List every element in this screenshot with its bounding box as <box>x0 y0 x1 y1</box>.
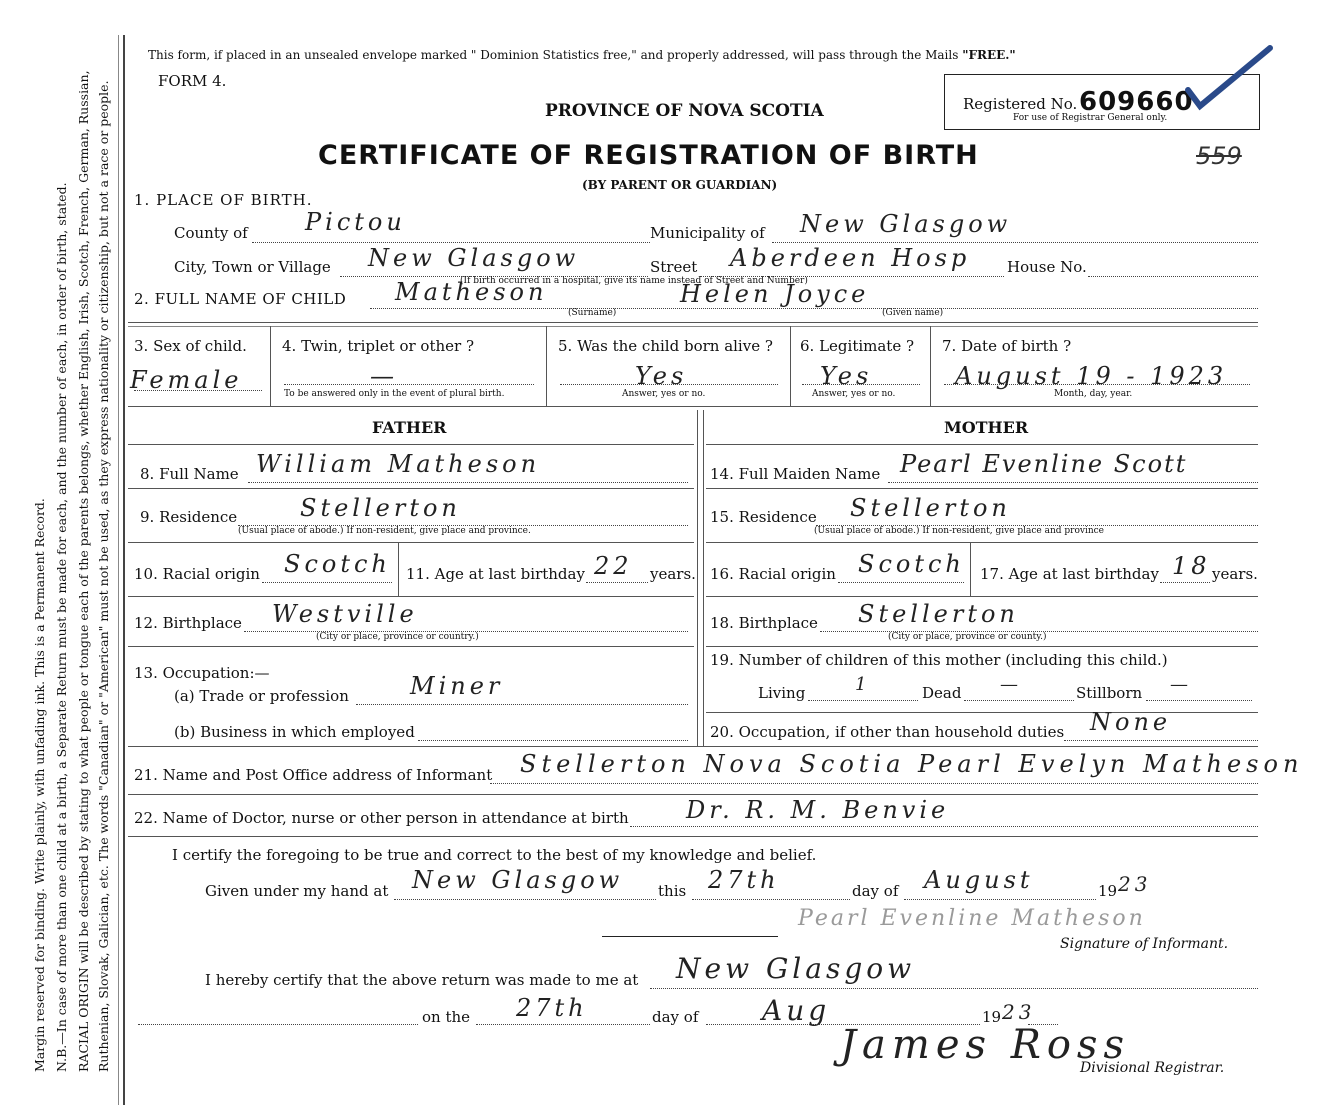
mother-race-value[interactable]: Scotch <box>858 550 965 578</box>
informant-value[interactable]: Stellerton Nova Scotia Pearl Evelyn Matheson <box>520 750 1304 778</box>
city-value[interactable]: New Glasgow <box>368 244 580 272</box>
mother-age-value[interactable]: 18 <box>1172 552 1211 580</box>
mother-name-value[interactable]: Pearl Evenline Scott <box>900 450 1188 478</box>
twin-caption: To be answered only in the event of plural birth. <box>284 389 505 399</box>
father-heading: FATHER <box>372 418 447 437</box>
binding-margin-line <box>118 35 119 1105</box>
living-label: Living <box>758 684 806 702</box>
year-value[interactable]: 23 <box>1118 872 1152 896</box>
on-the-label: on the <box>422 1008 471 1026</box>
father-business-label: (b) Business in which employed <box>174 723 415 741</box>
registrar-place-value[interactable]: New Glasgow <box>676 952 916 985</box>
province-heading: PROVINCE OF NOVA SCOTIA <box>545 101 824 121</box>
father-birthplace-label: 12. Birthplace <box>134 614 242 632</box>
given-place-value[interactable]: New Glasgow <box>412 866 624 894</box>
father-age-label: 11. Age at last birthday <box>406 565 585 583</box>
stillborn-label: Stillborn <box>1076 684 1143 702</box>
legit-value[interactable]: Yes <box>820 362 873 390</box>
signature-caption: Signature of Informant. <box>1060 936 1229 952</box>
struck-mark: 559 <box>1196 142 1242 170</box>
certificate-subtitle: (BY PARENT OR GUARDIAN) <box>582 178 778 192</box>
dob-value[interactable]: August 19 - 1923 <box>955 362 1228 390</box>
father-occupation-label: 13. Occupation:— <box>134 664 270 682</box>
child-surname-value[interactable]: Matheson <box>395 278 548 306</box>
sex-label: 3. Sex of child. <box>134 337 247 355</box>
registrar-year-value[interactable]: 23 <box>1002 1000 1036 1024</box>
mother-birthplace-label: 18. Birthplace <box>710 614 818 632</box>
mother-residence-label: 15. Residence <box>710 508 817 526</box>
alive-label: 5. Was the child born alive ? <box>558 337 773 355</box>
registrar-caption: Divisional Registrar. <box>1080 1060 1225 1076</box>
dead-label: Dead <box>922 684 962 702</box>
father-residence-value[interactable]: Stellerton <box>300 494 461 522</box>
mother-occupation-value[interactable]: None <box>1090 708 1172 736</box>
dob-label: 7. Date of birth ? <box>942 337 1072 355</box>
father-birthplace-value[interactable]: Westville <box>272 600 418 628</box>
stillborn-value[interactable]: — <box>1170 674 1192 695</box>
dob-caption: Month, day, year. <box>1054 389 1133 399</box>
father-race-label: 10. Racial origin <box>134 565 260 583</box>
child-given-value[interactable]: Helen Joyce <box>680 280 870 308</box>
father-birthplace-caption: (City or place, province or country.) <box>316 632 479 642</box>
margin-note-4: Ruthenian, Slovak, Galician, etc. The words "Canadian" or "American" must not be used, as they express nationality or citizenship, but not a race or people. <box>96 80 111 1072</box>
city-label: City, Town or Village <box>174 258 331 276</box>
registered-number: 609660 <box>1079 87 1194 117</box>
street-value[interactable]: Aberdeen Hosp <box>730 244 971 272</box>
registrar-day-of-label: day of <box>652 1008 699 1026</box>
informant-signature[interactable]: Pearl Evenline Matheson <box>798 906 1146 931</box>
given-caption: (Given name) <box>882 308 944 318</box>
municipality-label: Municipality of <box>650 224 765 242</box>
mother-years: years. <box>1212 565 1258 583</box>
doctor-value[interactable]: Dr. R. M. Benvie <box>686 796 950 824</box>
given-label: Given under my hand at <box>205 882 389 900</box>
registrar-statement: I hereby certify that the above return was made to me at <box>205 971 639 989</box>
this-label: this <box>658 882 687 900</box>
day-value[interactable]: 27th <box>708 866 780 894</box>
mother-residence-caption: (Usual place of abode.) If non-resident, give place and province <box>814 526 1105 536</box>
municipality-value[interactable]: New Glasgow <box>800 210 1012 238</box>
registrar-day-value[interactable]: 27th <box>516 994 588 1022</box>
mother-children-label: 19. Number of children of this mother (including this child.) <box>710 651 1168 669</box>
father-trade-value[interactable]: Miner <box>410 672 504 700</box>
father-residence-label: 9. Residence <box>140 508 238 526</box>
registrar-month-value[interactable]: Aug <box>762 994 831 1027</box>
mother-birthplace-value[interactable]: Stellerton <box>858 600 1019 628</box>
checkmark-icon <box>1180 40 1280 120</box>
alive-caption: Answer, yes or no. <box>622 389 706 399</box>
father-residence-caption: (Usual place of abode.) If non-resident, give place and province. <box>238 526 531 536</box>
street-label: Street <box>650 258 698 276</box>
certificate-title: CERTIFICATE OF REGISTRATION OF BIRTH <box>318 140 979 171</box>
registrar-year-prefix: 19 <box>982 1008 1002 1026</box>
binding-margin-line-inner <box>123 35 125 1105</box>
margin-note-2: N.B.—In case of more than one child at a birth, a Separate Return must be made for each, and the number of each, in order of birth, stated. <box>54 182 69 1072</box>
father-race-value[interactable]: Scotch <box>284 550 391 578</box>
informant-label: 21. Name and Post Office address of Informant <box>134 766 493 784</box>
county-label: County of <box>174 224 248 242</box>
mother-residence-value[interactable]: Stellerton <box>850 494 1011 522</box>
mail-notice: This form, if placed in an unsealed envelope marked " Dominion Statistics free," and properly addressed, will pass through the Mails "FREE." <box>148 48 1016 62</box>
legit-label: 6. Legitimate ? <box>800 337 915 355</box>
registered-label: Registered No. <box>963 95 1078 113</box>
mother-name-label: 14. Full Maiden Name <box>710 465 881 483</box>
father-name-value[interactable]: William Matheson <box>256 450 541 478</box>
mother-race-label: 16. Racial origin <box>710 565 836 583</box>
father-years: years. <box>650 565 696 583</box>
father-age-value[interactable]: 22 <box>594 552 633 580</box>
doctor-label: 22. Name of Doctor, nurse or other person in attendance at birth <box>134 809 629 827</box>
margin-note-3: RACIAL ORIGIN will be described by stating to what people or tongue each of the parents belongs, whether English, Irish, Scotch, French, German, Russian, <box>76 70 91 1072</box>
dead-value[interactable]: — <box>1000 674 1022 695</box>
legit-caption: Answer, yes or no. <box>812 389 896 399</box>
mother-occupation-label: 20. Occupation, if other than household duties <box>710 723 1065 741</box>
surname-caption: (Surname) <box>568 308 617 318</box>
sex-value[interactable]: Female <box>130 366 243 394</box>
margin-note-1: Margin reserved for binding. Write plainly, with unfading ink. This is a Permanent Record. <box>32 498 47 1072</box>
county-value[interactable]: Pictou <box>305 208 406 236</box>
father-name-label: 8. Full Name <box>140 465 239 483</box>
year-prefix: 19 <box>1098 882 1118 900</box>
father-trade-label: (a) Trade or profession <box>174 687 349 705</box>
alive-value[interactable]: Yes <box>635 362 688 390</box>
twin-value[interactable]: — <box>370 362 398 390</box>
registrar-note: For use of Registrar General only. <box>1013 113 1168 123</box>
form-number: FORM 4. <box>158 72 227 90</box>
day-of-label: day of <box>852 882 899 900</box>
twin-label: 4. Twin, triplet or other ? <box>282 337 474 355</box>
living-value[interactable]: 1 <box>855 674 871 695</box>
mother-heading: MOTHER <box>944 418 1029 437</box>
mother-age-label: 17. Age at last birthday <box>980 565 1159 583</box>
month-value[interactable]: August <box>924 866 1034 894</box>
hospital-note: (If birth occurred in a hospital, give its name instead of Street and Number) <box>460 276 808 286</box>
mother-birthplace-caption: (City or place, province or county.) <box>888 632 1047 642</box>
house-label: House No. <box>1007 258 1087 276</box>
child-name-label: 2. FULL NAME OF CHILD <box>134 290 347 308</box>
certification-statement: I certify the foregoing to be true and correct to the best of my knowledge and belief. <box>172 846 817 864</box>
registrar-signature[interactable]: James Ross <box>840 1022 1130 1068</box>
place-of-birth-label: 1. PLACE OF BIRTH. <box>134 191 313 209</box>
